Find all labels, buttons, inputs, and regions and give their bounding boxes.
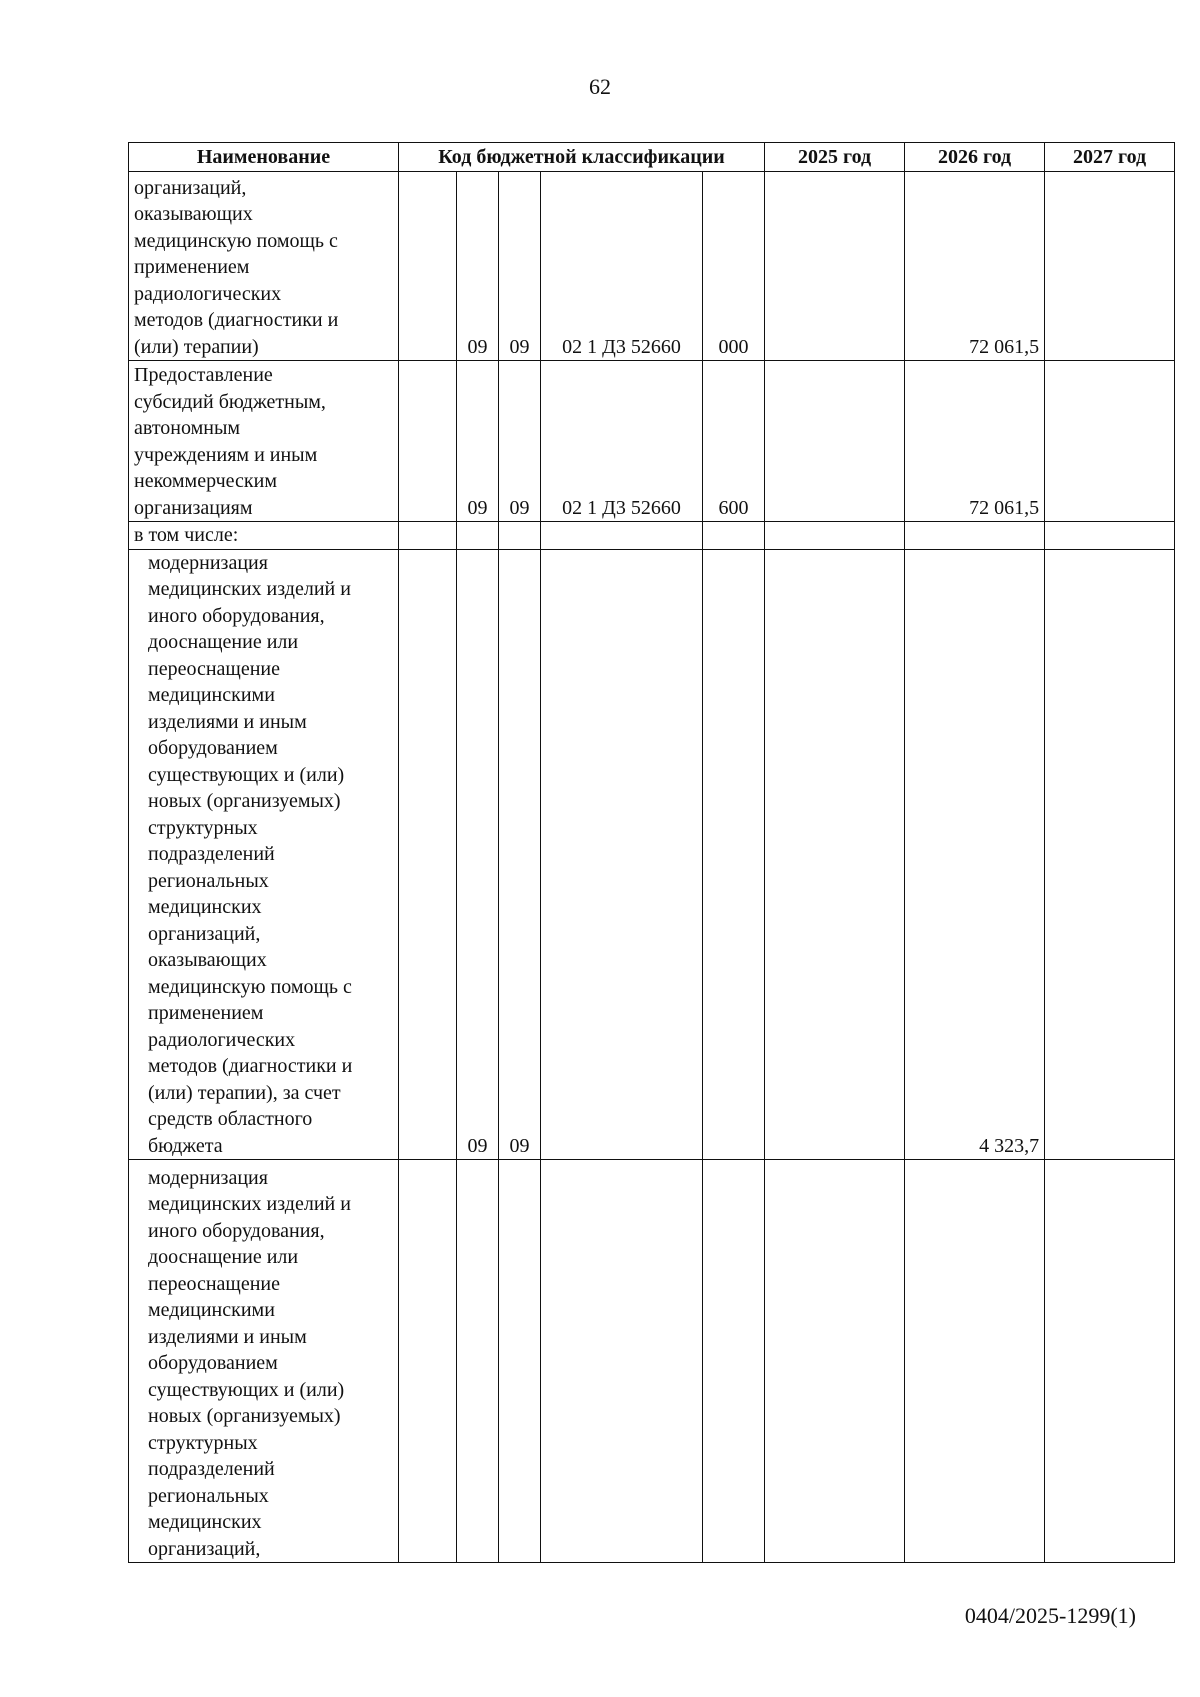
value-2027 <box>1045 549 1175 1160</box>
header-row <box>129 143 1175 172</box>
table-row <box>129 1160 1175 1563</box>
row-name-cell <box>129 1160 399 1563</box>
row-name: Предоставление субсидий бюджетным, автономным учреждениям и иным некоммерческим организациям <box>134 364 326 519</box>
row-name: в том числе: <box>134 524 239 546</box>
value-2026 <box>905 1160 1045 1563</box>
value-2025 <box>765 1160 905 1563</box>
row-name-cell <box>129 172 399 361</box>
table-row <box>129 522 1175 550</box>
value-2027 <box>1045 522 1175 550</box>
table-row <box>129 172 1175 361</box>
document-id: 0404/2025-1299(1) <box>964 1603 1136 1628</box>
value-2026 <box>905 522 1045 550</box>
subsection-code: 09 <box>499 172 541 361</box>
code-cell <box>399 549 457 1160</box>
value-2026: 4 323,7 <box>905 549 1045 1160</box>
value-2027 <box>1045 172 1175 361</box>
value-2025 <box>765 172 905 361</box>
value-2026: 72 061,5 <box>905 361 1045 522</box>
value-2027 <box>1045 1160 1175 1563</box>
budget-table <box>128 142 1175 1563</box>
header-name: Наименование <box>129 143 399 172</box>
subsection-code: 09 <box>499 361 541 522</box>
row-name: организаций, оказывающих медицинскую помощь с применением радиологических методов (диагностики и (или) терапии) <box>134 176 339 358</box>
code-cell <box>399 361 457 522</box>
section-code: 09 <box>457 172 499 361</box>
value-2027 <box>1045 361 1175 522</box>
target-article-code: 02 1 Д3 52660 <box>541 172 703 361</box>
page-number: 62 <box>589 74 611 99</box>
header-code: Код бюджетной классификации <box>399 143 765 172</box>
subsection-code <box>499 522 541 550</box>
code-cell <box>399 522 457 550</box>
expense-type-code <box>703 549 765 1160</box>
expense-type-code <box>703 1160 765 1563</box>
value-2025 <box>765 361 905 522</box>
row-name: модернизация медицинских изделий и иного оборудования, дооснащение или переоснащение медицинскими изделиями и иным оборудованием существующих и (или) новых (организуемых) структурных подразделений региональных медицинских организаций, <box>148 1166 351 1560</box>
header-2027: 2027 год <box>1045 143 1175 172</box>
row-name-cell <box>129 549 399 1160</box>
subsection-code: 09 <box>499 549 541 1160</box>
section-code <box>457 1160 499 1563</box>
header-2026: 2026 год <box>905 143 1045 172</box>
value-2025 <box>765 549 905 1160</box>
expense-type-code: 600 <box>703 361 765 522</box>
value-2026: 72 061,5 <box>905 172 1045 361</box>
row-name-cell <box>129 361 399 522</box>
expense-type-code <box>703 522 765 550</box>
table-row <box>129 549 1175 1160</box>
row-name: модернизация медицинских изделий и иного оборудования, дооснащение или переоснащение медицинскими изделиями и иным оборудованием существующих и (или) новых (организуемых) структурных подразделений региональных медицинских организаций, оказывающих медицинскую помощь с применением радиологических методов (диагностики и (или) терапии), за счет средств областного бюджета <box>148 551 353 1157</box>
table-row <box>129 361 1175 522</box>
section-code: 09 <box>457 549 499 1160</box>
target-article-code <box>541 1160 703 1563</box>
target-article-code <box>541 549 703 1160</box>
target-article-code: 02 1 Д3 52660 <box>541 361 703 522</box>
code-cell <box>399 172 457 361</box>
expense-type-code: 000 <box>703 172 765 361</box>
section-code <box>457 522 499 550</box>
subsection-code <box>499 1160 541 1563</box>
section-code: 09 <box>457 361 499 522</box>
code-cell <box>399 1160 457 1563</box>
value-2025 <box>765 522 905 550</box>
target-article-code <box>541 522 703 550</box>
row-name-cell <box>129 522 399 550</box>
header-2025: 2025 год <box>765 143 905 172</box>
